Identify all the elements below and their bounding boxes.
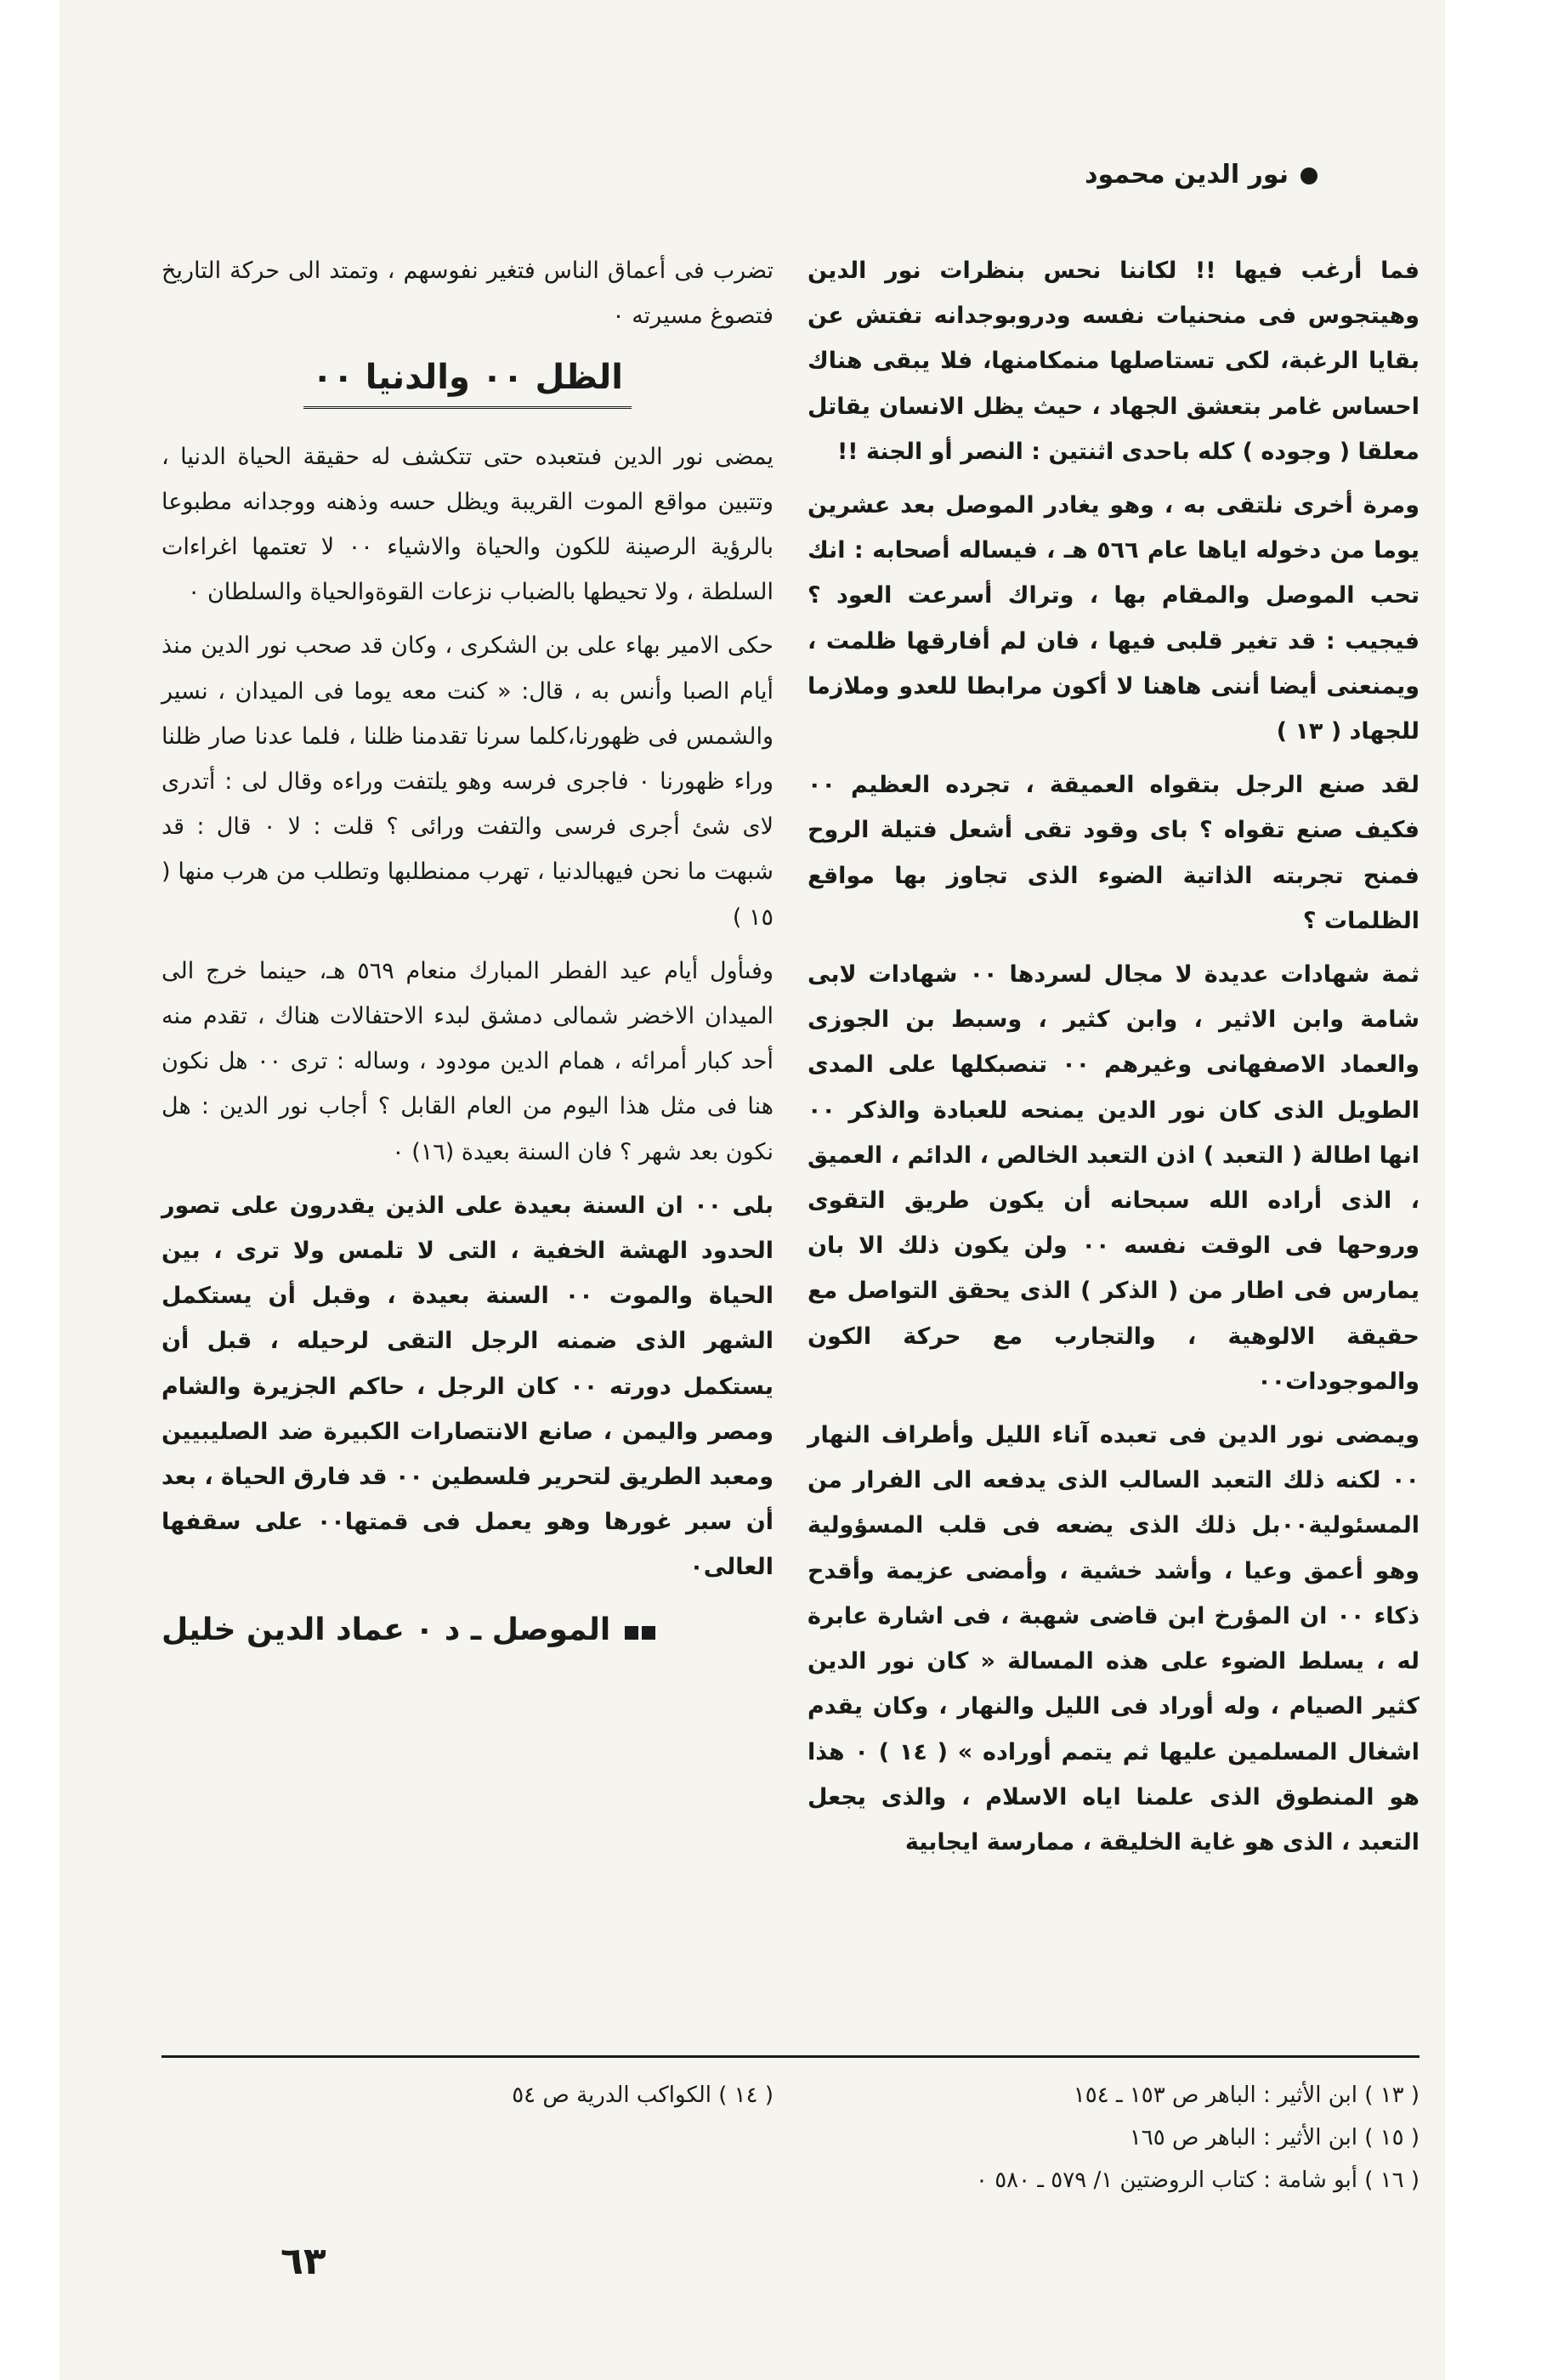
author-line: الموصل ـ د ٠ عماد الدين خليل (162, 1612, 611, 1647)
paragraph: ثمة شهادات عديدة لا مجال لسردها ٠٠ شهادات لابى شامة وابن الاثير ، وابن كثير ، وسبط بن الجوزى والعماد الاصفهانى وغيرهم ٠٠ تنصبكلها على المدى الطويل الذى كان نور الدين يمنحه للعبادة والذكر ٠٠ انها اطالة ( التعبد ) اذن التعبد الخالص ، الدائم ، العميق ، الذى أراده الله سبحانه أن يكون طريق التقوى وروحها فى الوقت نفسه ٠٠ ولن يكون ذلك الا بان يمارس فى اطار من ( الذكر ) الذى يحقق التواصل مع حقيقة الالوهية ، والتجارب مع حركة الكون والموجودات٠٠ (808, 961, 1420, 1395)
author-signature (162, 1607, 774, 1652)
paragraph: ويمضى نور الدين فى تعبده آناء الليل وأطراف النهار ٠٠ لكنه ذلك التعبد السالب الذى يدفعه الى الفرار من المسئولية٠٠بل ذلك الذى يضعه فى قلب المسؤولية وهو أعمق وعيا ، وأشد خشية ، وأمضى عزيمة وأقدح ذكاء ٠٠ ان المؤرخ ابن قاضى شهبة ، فى اشارة عابرة له ، يسلط الضوء على هذه المسالة « كان نور الدين كثير الصيام ، وله أوراد فى الليل والنهار ، وكان يقدم اشغال المسلمين عليها ثم يتمم أوراده » ( ١٤ ) ٠ هذا هو المنطوق الذى علمنا اياه الاسلام ، والذى يجعل التعبد ، الذى هو غاية الخليقة ، ممارسة ايجابية (808, 1422, 1420, 1856)
footnote-14: ( ١٤ ) الكواكب الدرية ص ٥٤ (512, 2082, 774, 2108)
footnote-divider (162, 2055, 1420, 2058)
page-number: ٦٣ (280, 2240, 326, 2283)
paragraph: وفىأول أيام عيد الفطر المبارك منعام ٥٦٩ هـ، حينما خرج الى الميدان الاخضر شمالى دمشق لبدء الاحتفالات هناك ، تقدم منه أحد كبار أمرائه ، همام الدين مودود ، وساله : ترى ٠٠ هل نكون هنا فى مثل هذا اليوم من العام القابل ؟ أجاب نور الدين : هل نكون بعد شهر ؟ فان السنة بعيدة (١٦) ٠ (162, 957, 774, 1165)
right-column (808, 248, 1420, 1873)
footnote-16: ( ١٦ ) أبو شامة : كتاب الروضتين ١/ ٥٧٩ ـ ٥٨٠ ٠ (975, 2168, 1420, 2193)
paragraph: تضرب فى أعماق الناس فتغير نفوسهم ، وتمتد الى حركة التاريخ فتصوغ مسيرته ٠ (162, 258, 774, 330)
footnote-13: ( ١٣ ) ابن الأثير : الباهر ص ١٥٣ ـ ١٥٤ (1073, 2082, 1420, 2108)
end-mark-icon (621, 1607, 655, 1652)
paragraph: فما أرغب فيها !! لكاننا نحس بنظرات نور الدين وهيتجوس فى منحنيات نفسه ودروبوجدانه تفتش عن بقايا الرغبة، لكى تستاصلها منمكامنها، فلا يبقى هناك احساس غامر بتعشق الجهاد ، حيث يظل الانسان يقاتل معلقا ( وجوده ) كله باحدى اثنتين : النصر أو الجنة !! (808, 258, 1420, 465)
section-title (162, 355, 774, 408)
running-head (1062, 160, 1318, 190)
paragraph: حكى الامير بهاء على بن الشكرى ، وكان قد صحب نور الدين منذ أيام الصبا وأنس به ، قال: « كنت معه يوما فى الميدان ، نسير والشمس فى ظهورنا،كلما سرنا تقدمنا ظلنا ، فلما عدنا صار ظلنا وراء ظهورنا ٠ فاجرى فرسه وهو يلتفت وراءه وقال لى : أتدرى لاى شئ أجرى فرسى والتفت ورائى ؟ قلت : لا ٠ قال : قد شبهت ما نحن فيهبالدنيا ، تهرب ممنطلبها وتطلب من هرب منها ( ١٥ ) (162, 632, 774, 931)
section-title-text: الظل ٠٠ والدنيا ٠٠ (303, 355, 632, 408)
paragraph: يمضى نور الدين فىتعبده حتى تتكشف له حقيقة الحياة الدنيا ، وتتبين مواقع الموت القريبة ويظل حسه وذهنه ووجدانه مطبوعا بالرؤية الرصينة للكون والحياة والاشياء ٠٠ لا تعتمها اغراءات السلطة ، ولا تحيطها بالضباب نزعات القوةوالحياة والسلطان ٠ (162, 443, 774, 606)
paragraph: لقد صنع الرجل بتقواه العميقة ، تجرده العظيم ٠٠ فكيف صنع تقواه ؟ باى وقود تقى أشعل فتيلة الروح فمنح تجربته الذاتية الضوء الذى تجاوز بها مواقع الظلمات ؟ (808, 772, 1420, 934)
bullet-icon (1300, 167, 1318, 184)
footnotes (162, 2074, 1420, 2202)
magazine-page (60, 0, 1445, 2380)
running-head-text: نور الدين محمود (1085, 160, 1289, 190)
left-column (162, 248, 774, 1652)
paragraph: بلى ٠٠ ان السنة بعيدة على الذين يقدرون على تصور الحدود الهشة الخفية ، التى لا تلمس ولا ترى ، بين الحياة والموت ٠٠ السنة بعيدة ، وقبل أن يستكمل الشهر الذى ضمنه الرجل التقى لرحيله ، قبل أن يستكمل دورته ٠٠ كان الرجل ، حاكم الجزيرة والشام ومصر واليمن ، صانع الانتصارات الكبيرة ضد الصليبيين ومعبد الطريق لتحرير فلسطين ٠٠ قد فارق الحياة ، بعد أن سبر غورها وهو يعمل فى قمتها٠٠ على سقفها العالى٠ (161, 1192, 774, 1581)
footnote-row (162, 2074, 1420, 2116)
paragraph: ومرة أخرى نلتقى به ، وهو يغادر الموصل بعد عشرين يوما من دخوله اياها عام ٥٦٦ هـ ، فيساله أصحابه : انك تحب الموصل والمقام بها ، وتراك أسرعت العود ؟ فيجيب : قد تغير قلبى فيها ، فان لم أفارقها ظلمت ، ويمنعنى أيضا أننى هاهنا لا أكون مرابطا للعدو وملازما للجهاد ( ١٣ ) (808, 492, 1420, 745)
footnote-15: ( ١٥ ) ابن الأثير : الباهر ص ١٦٥ (1129, 2125, 1420, 2150)
